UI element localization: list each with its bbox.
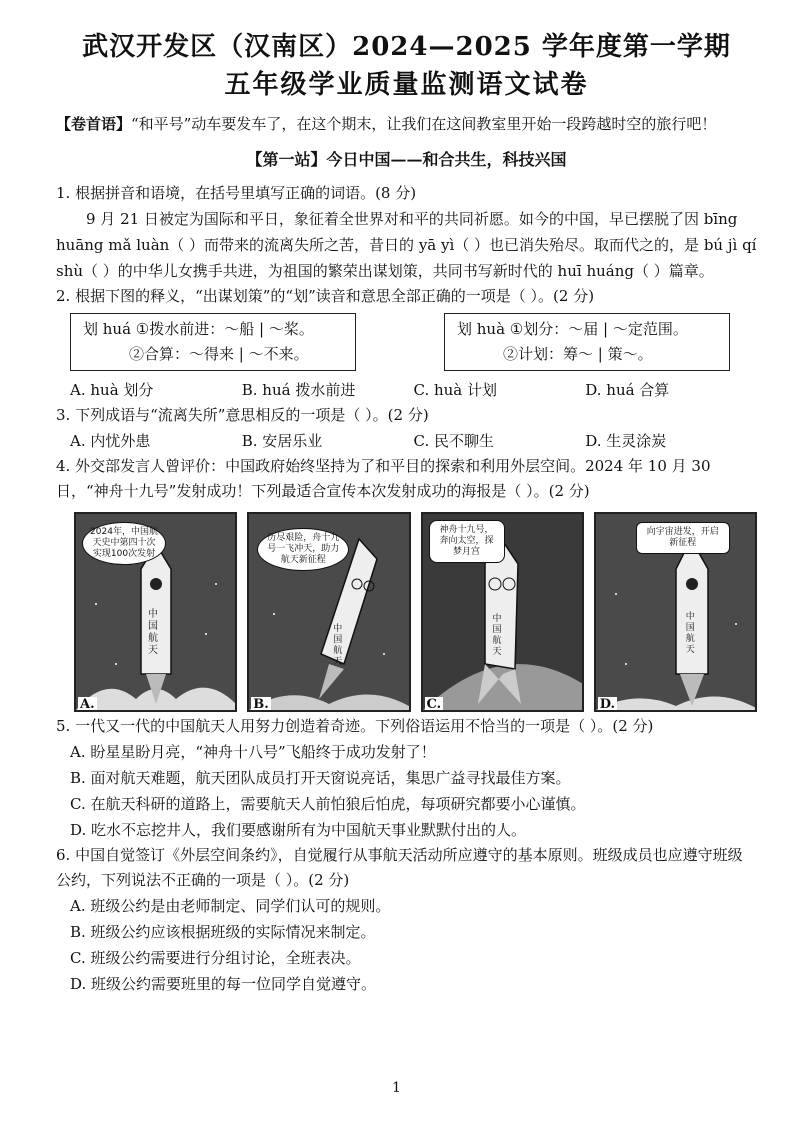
question-5-stem: 5. 一代又一代的中国航天人用努力创造着奇迹。下列俗语运用不恰当的一项是（ ）。(2 分)	[56, 717, 654, 735]
option-b[interactable]: B. 班级公约应该根据班级的实际情况来制定。	[70, 923, 376, 941]
poster-c[interactable]	[421, 512, 584, 712]
definition-line: ②计划：筹～ | 策～。	[503, 345, 653, 363]
question-4-stem: 4. 外交部发言人曾评价：中国政府始终坚持为了和平目的探索和利用外层空间。2024 年 10 月 30 日，“神舟十九号”发射成功！下列最适合宣传本次发射成功的海报是（ ）。(2 分)	[56, 457, 711, 500]
rocket-text: 中国航天	[333, 624, 343, 667]
poster-b[interactable]	[247, 512, 410, 712]
question-6-stem: 6. 中国自觉签订《外层空间条约》，自觉履行从事航天活动所应遵守的基本原则。班级成员也应遵守班级公约，下列说法不正确的一项是（ ）。(2 分)	[56, 846, 743, 889]
speech-bubble: 2024年，中国航天史中第四十次实现100次发射	[82, 522, 166, 565]
question-2-options	[56, 377, 757, 403]
page-number: 1	[392, 1080, 401, 1096]
option-b[interactable]: B. 面对航天难题，航天团队成员打开天窗说亮话，集思广益寻找最佳方案。	[70, 769, 571, 787]
section-title: 【第一站】今日中国——和合共生，科技兴国	[246, 150, 567, 169]
option-d[interactable]: D. huá 合算	[585, 381, 670, 399]
intro-paragraph	[56, 112, 757, 137]
question-1-stem: 1. 根据拼音和语境，在括号里填写正确的词语。(8 分)	[56, 184, 417, 202]
definition-boxes	[70, 313, 757, 371]
definition-line: 划 huà ①划分：～届 | ～定范围。	[457, 320, 688, 338]
option-a[interactable]: A. 内忧外患	[70, 432, 151, 450]
option-c[interactable]: C. huà 计划	[413, 381, 498, 399]
poster-a[interactable]	[74, 512, 237, 712]
option-d[interactable]: D. 班级公约需要班里的每一位同学自觉遵守。	[70, 975, 377, 993]
option-d[interactable]: D. 生灵涂炭	[585, 432, 667, 450]
poster-label: B.	[253, 697, 269, 712]
poster-label: A.	[80, 697, 95, 712]
exam-title-line1: 武汉开发区（汉南区）2024—2025 学年度第一学期	[82, 32, 731, 62]
question-2-stem: 2. 根据下图的释义，“出谋划策”的“划”读音和意思全部正确的一项是（ ）。(2 分)	[56, 287, 595, 305]
speech-bubble: 历尽艰险，舟十九号一飞冲天，助力航天新征程	[257, 528, 349, 571]
speech-bubble: 向宇宙进发，开启新征程	[636, 522, 730, 554]
rocket-text: 中国航天	[492, 614, 502, 657]
option-b[interactable]: B. huá 拨水前进	[241, 381, 356, 399]
question-6-options	[56, 893, 757, 997]
question-3-options	[56, 428, 757, 454]
question-3-stem: 3. 下列成语与“流离失所”意思相反的一项是（ ）。(2 分)	[56, 406, 429, 424]
definition-box-hua2	[70, 313, 356, 371]
rocket-text: 中国航天	[148, 609, 158, 656]
option-c[interactable]: C. 在航天科研的道路上，需要航天人前怕狼后怕虎，每项研究都要小心谨慎。	[70, 795, 586, 813]
option-c[interactable]: C. 民不聊生	[413, 432, 494, 450]
poster-row	[74, 512, 757, 712]
option-a[interactable]: A. 班级公约是由老师制定、同学们认可的规则。	[70, 897, 391, 915]
poster-label: D.	[599, 697, 616, 712]
rocket-text: 中国航天	[685, 612, 695, 655]
question-5-options	[56, 739, 757, 843]
question-1-passage: 9 月 21 日被定为国际和平日，象征着全世界对和平的共同祈愿。如今的中国，早已摆脱了因 bīng huāng mǎ luàn（ ）而带来的流离失所之苦，昔日的 yā yì（ ）也已消失殆尽。取而代之的，是 bú jì qí shù（ ）的中华儿女携手共进，为祖国的繁荣出谋划策，共同书写新时代的 huī huáng（ ）篇章。	[56, 210, 757, 280]
option-c[interactable]: C. 班级公约需要进行分组讨论，全班表决。	[70, 949, 361, 967]
poster-label: C.	[426, 697, 442, 712]
intro-label: 【卷首语】	[56, 115, 132, 133]
speech-bubble: 神舟十九号，奔向太空，探梦月宫	[429, 520, 505, 563]
option-a[interactable]: A. 盼星星盼月亮，“神舟十八号”飞船终于成功发射了！	[70, 743, 436, 761]
definition-line: 划 huá ①拨水前进：～船 | ～桨。	[83, 320, 314, 338]
option-b[interactable]: B. 安居乐业	[241, 432, 323, 450]
exam-title-line2: 五年级学业质量监测语文试卷	[224, 70, 589, 100]
definition-box-hua4	[444, 313, 730, 371]
intro-text: “和平号”动车要发车了，在这个期末，让我们在这间教室里开始一段跨越时空的旅行吧！	[131, 115, 717, 133]
definition-line: ②合算：～得来 | ～不来。	[129, 345, 309, 363]
option-d[interactable]: D. 吃水不忘挖井人，我们要感谢所有为中国航天事业默默付出的人。	[70, 821, 527, 839]
poster-d[interactable]	[594, 512, 757, 712]
option-a[interactable]: A. huà 划分	[70, 381, 154, 399]
